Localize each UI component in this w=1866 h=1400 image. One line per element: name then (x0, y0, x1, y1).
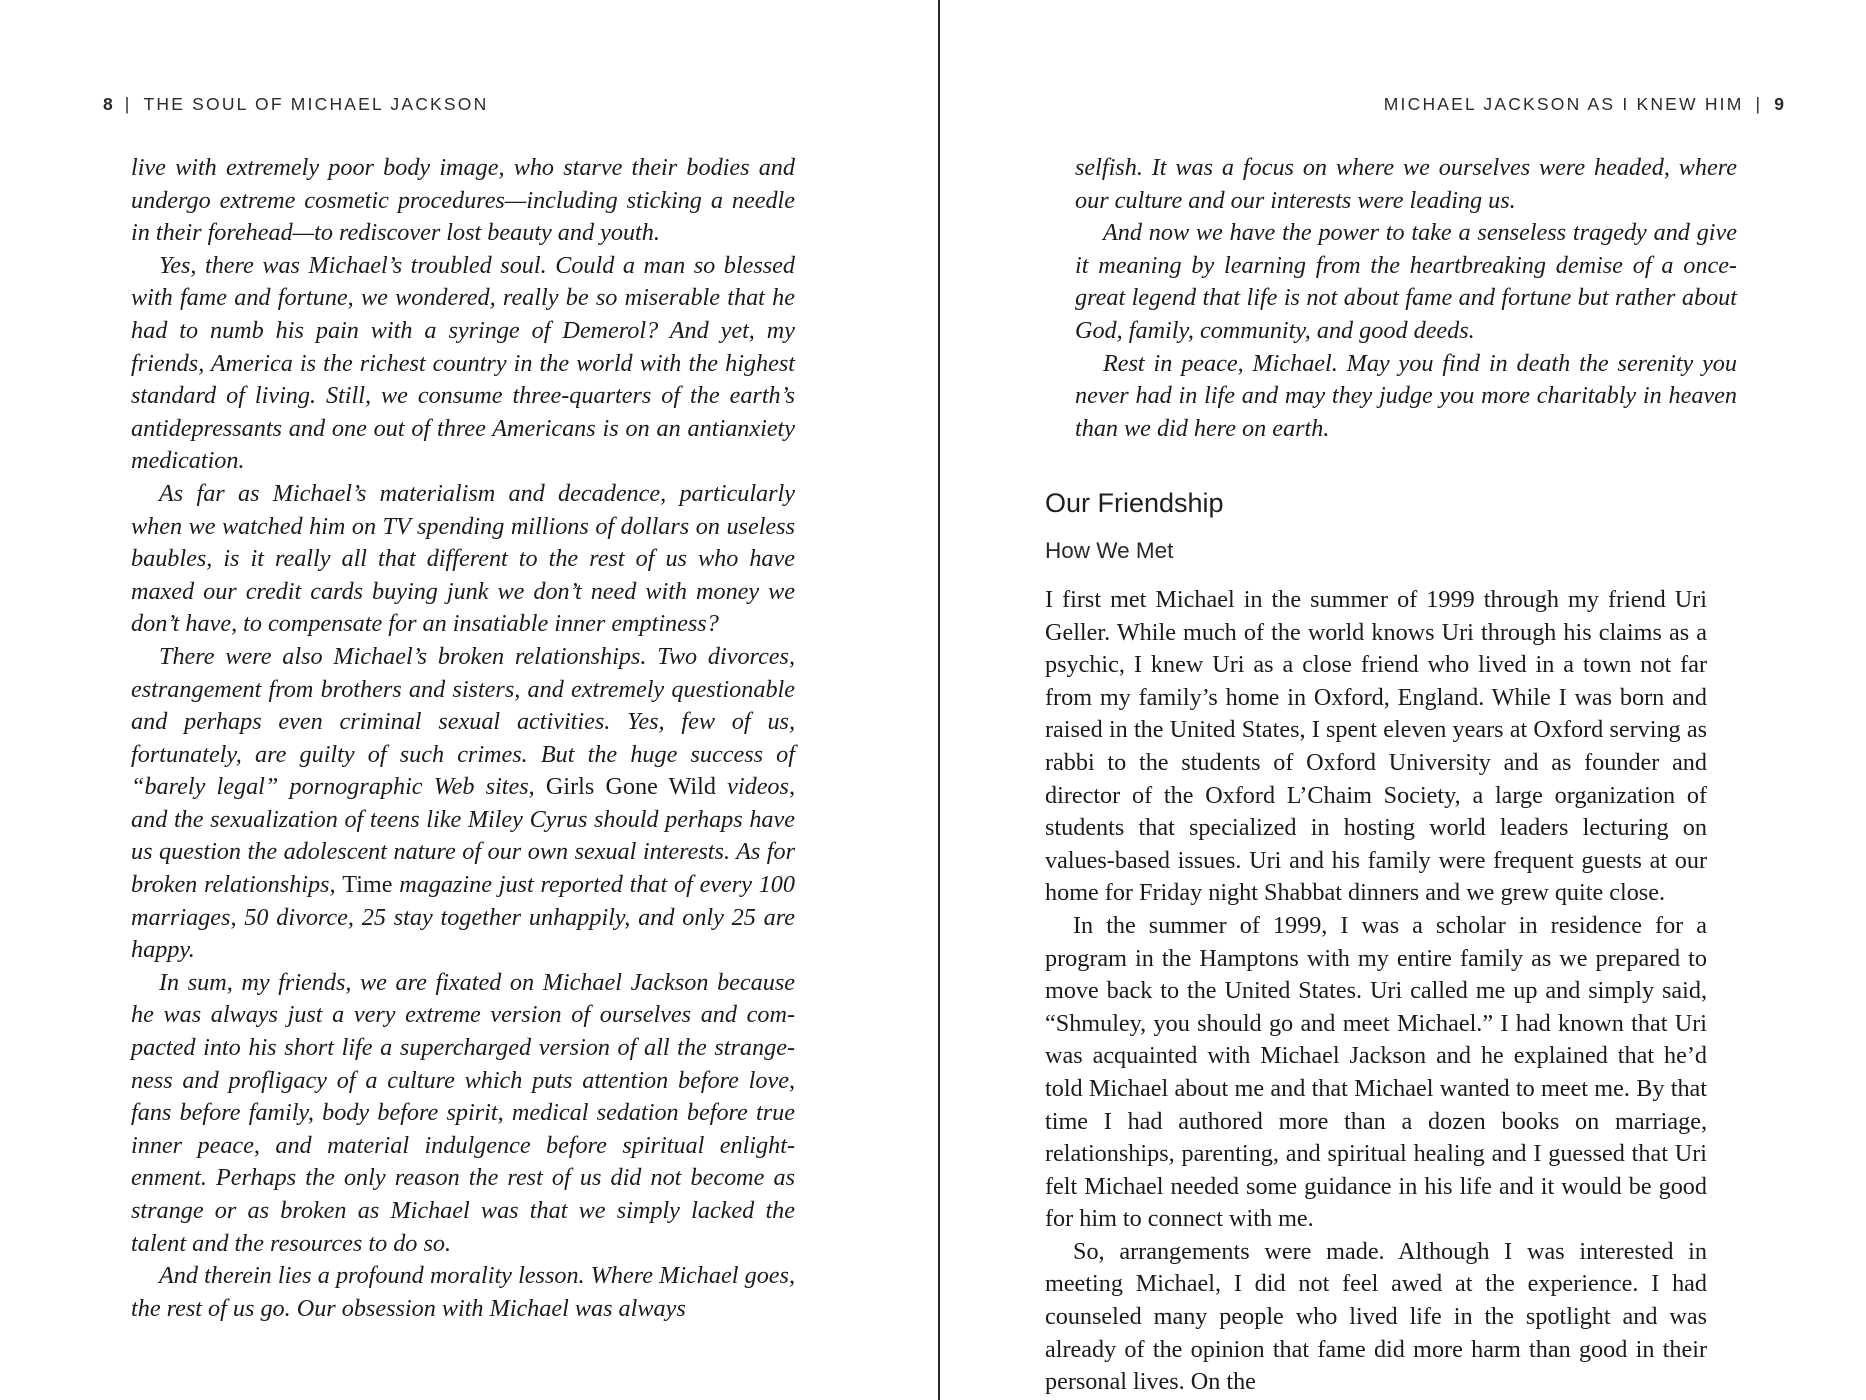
right-paragraph-4: I first met Michael in the summer of 1999 through my friend Uri Geller. While much of the world knows Uri through his claims as a psychic, I knew Uri as a close friend who lived in a town not far from my family’s home in Oxford, England. While I was born and raised in the United States, I spent eleven years at Oxford serving as rabbi to the students of Oxford University and as founder and director of the Oxford L’Chaim Society, a large organization of students that specialized in hosting world leaders lecturing on values-based issues. Uri and his family were frequent guests at our home for Friday night Shabbat dinners and we grew quite close. (1045, 586, 1707, 907)
section-heading: Our Friendship (1045, 488, 1224, 518)
left-paragraph-1: live with extremely poor body image, who starve their bodies and undergo extreme cosmetic procedures—including sticking a needle in their forehead—to rediscover lost beauty and youth. (131, 154, 795, 247)
left-paragraph-2: Yes, there was Michael’s troubled soul. Could a man so blessed with fame and fortune, we wondered, really be so miserable that he had to numb his pain with a syringe of Demerol? And yet, my friends, America is the richest country in the world with the highest standard of living. Still, we consume three-quarters of the earth’s antidepressants and one out of three Americans is on an antianxiety medication. (131, 251, 795, 475)
right-paragraph-5: In the summer of 1999, I was a scholar in residence for a program in the Hamptons with my entire family as we prepared to move back to the United States. Uri called me up and simply said, “Shmuley, you should go and meet Michael.” I had known that Uri was acquainted with Michael Jackson and he explained that he’d told Michael about me and that Michael wanted to meet me. By that time I had authored more than a dozen books on marriage, relationships, parenting, and spiritual healing and I guessed that Uri felt Michael needed some guidance in his life and it would be good for him to connect with me. (1045, 911, 1707, 1233)
left-book-title: THE SOUL OF MICHAEL JACKSON (143, 94, 489, 114)
time-magazine-title: Time (342, 871, 393, 899)
right-page-number: 9 (1774, 94, 1784, 114)
right-paragraph-3: Rest in peace, Michael. May you find in death the serenity you never had in life and may they judge you more charitably in heaven than we did here on earth. (1075, 349, 1737, 442)
left-body-text (131, 152, 795, 1325)
right-paragraph-6: So, arrangements were made. Although I was interested in meeting Michael, I did not feel awed at the experience. I had counseled many people who lived life in the spotlight and was already of the opinion that fame did more harm than good in their personal lives. On the (1045, 1237, 1707, 1396)
left-paragraph-4 (131, 641, 795, 967)
right-paragraph-1: selfish. It was a focus on where we ourselves were headed, where our culture and our interests were leading us. (1075, 154, 1737, 214)
girls-gone-wild-title: Girls Gone Wild (545, 773, 716, 801)
left-paragraph-3: As far as Michael’s materialism and decadence, particularly when we watched him on TV spending millions of dollars on useless baubles, is it really all that different to the rest of us who have maxed our credit cards buying junk we don’t need with money we don’t have, to compensate for an insatiable inner emptiness? (131, 479, 795, 638)
right-chapter-title: MICHAEL JACKSON AS I KNEW HIM (1383, 94, 1744, 114)
right-running-head (1384, 94, 1784, 115)
left-head-separator: | (124, 94, 132, 114)
right-italic-text (1075, 152, 1737, 445)
left-paragraph-4-part-a: There were also Michael’s broken relationships. Two divorces, estrangement from brothers and sisters, and extremely questionable and perhaps even criminal sexual activities. Yes, few of us, fortunately, are guilty of such crimes. But the huge success of “barely legal” pornographic Web sites, (131, 642, 795, 801)
left-paragraph-4-part-c: magazine just reported that of every 100 marriages, 50 divorce, 25 stay together unhappily, and only 25 are happy. (131, 871, 795, 964)
section-subheading: How We Met (1045, 538, 1174, 563)
left-paragraph-6: And therein lies a profound morality lesson. Where Michael goes, the rest of us go. Our obsession with Michael was always (131, 1262, 795, 1322)
left-paragraph-4-part-b: videos, and the sexualization of teens like Miley Cyrus should perhaps have us question the adolescent nature of our own sexual interests. As for broken relationships, (131, 773, 795, 899)
right-paragraph-2: And now we have the power to take a senseless tragedy and give it meaning by learning from the heartbreaking demise of a once-great legend that life is not about fame and fortune but rather about God, family, community, and good deeds. (1075, 219, 1737, 344)
right-body-text (1045, 584, 1707, 1399)
left-running-head (103, 94, 488, 115)
right-head-separator: | (1755, 94, 1763, 114)
left-page-number: 8 (103, 94, 113, 114)
right-page (940, 0, 1866, 1400)
left-paragraph-5: In sum, my friends, we are fixated on Michael Jackson because he was always just a very extreme version of ourselves and compacted into his short life a supercharged version of all the strangeness and profligacy of a culture which puts attention before love, fans before family, body before spirit, medical sedation before true inner peace, and material indulgence before spiritual enlightenment. Perhaps the only reason the rest of us did not become as strange or as broken as Michael was that we simply lacked the talent and the resources to do so. (131, 968, 795, 1257)
